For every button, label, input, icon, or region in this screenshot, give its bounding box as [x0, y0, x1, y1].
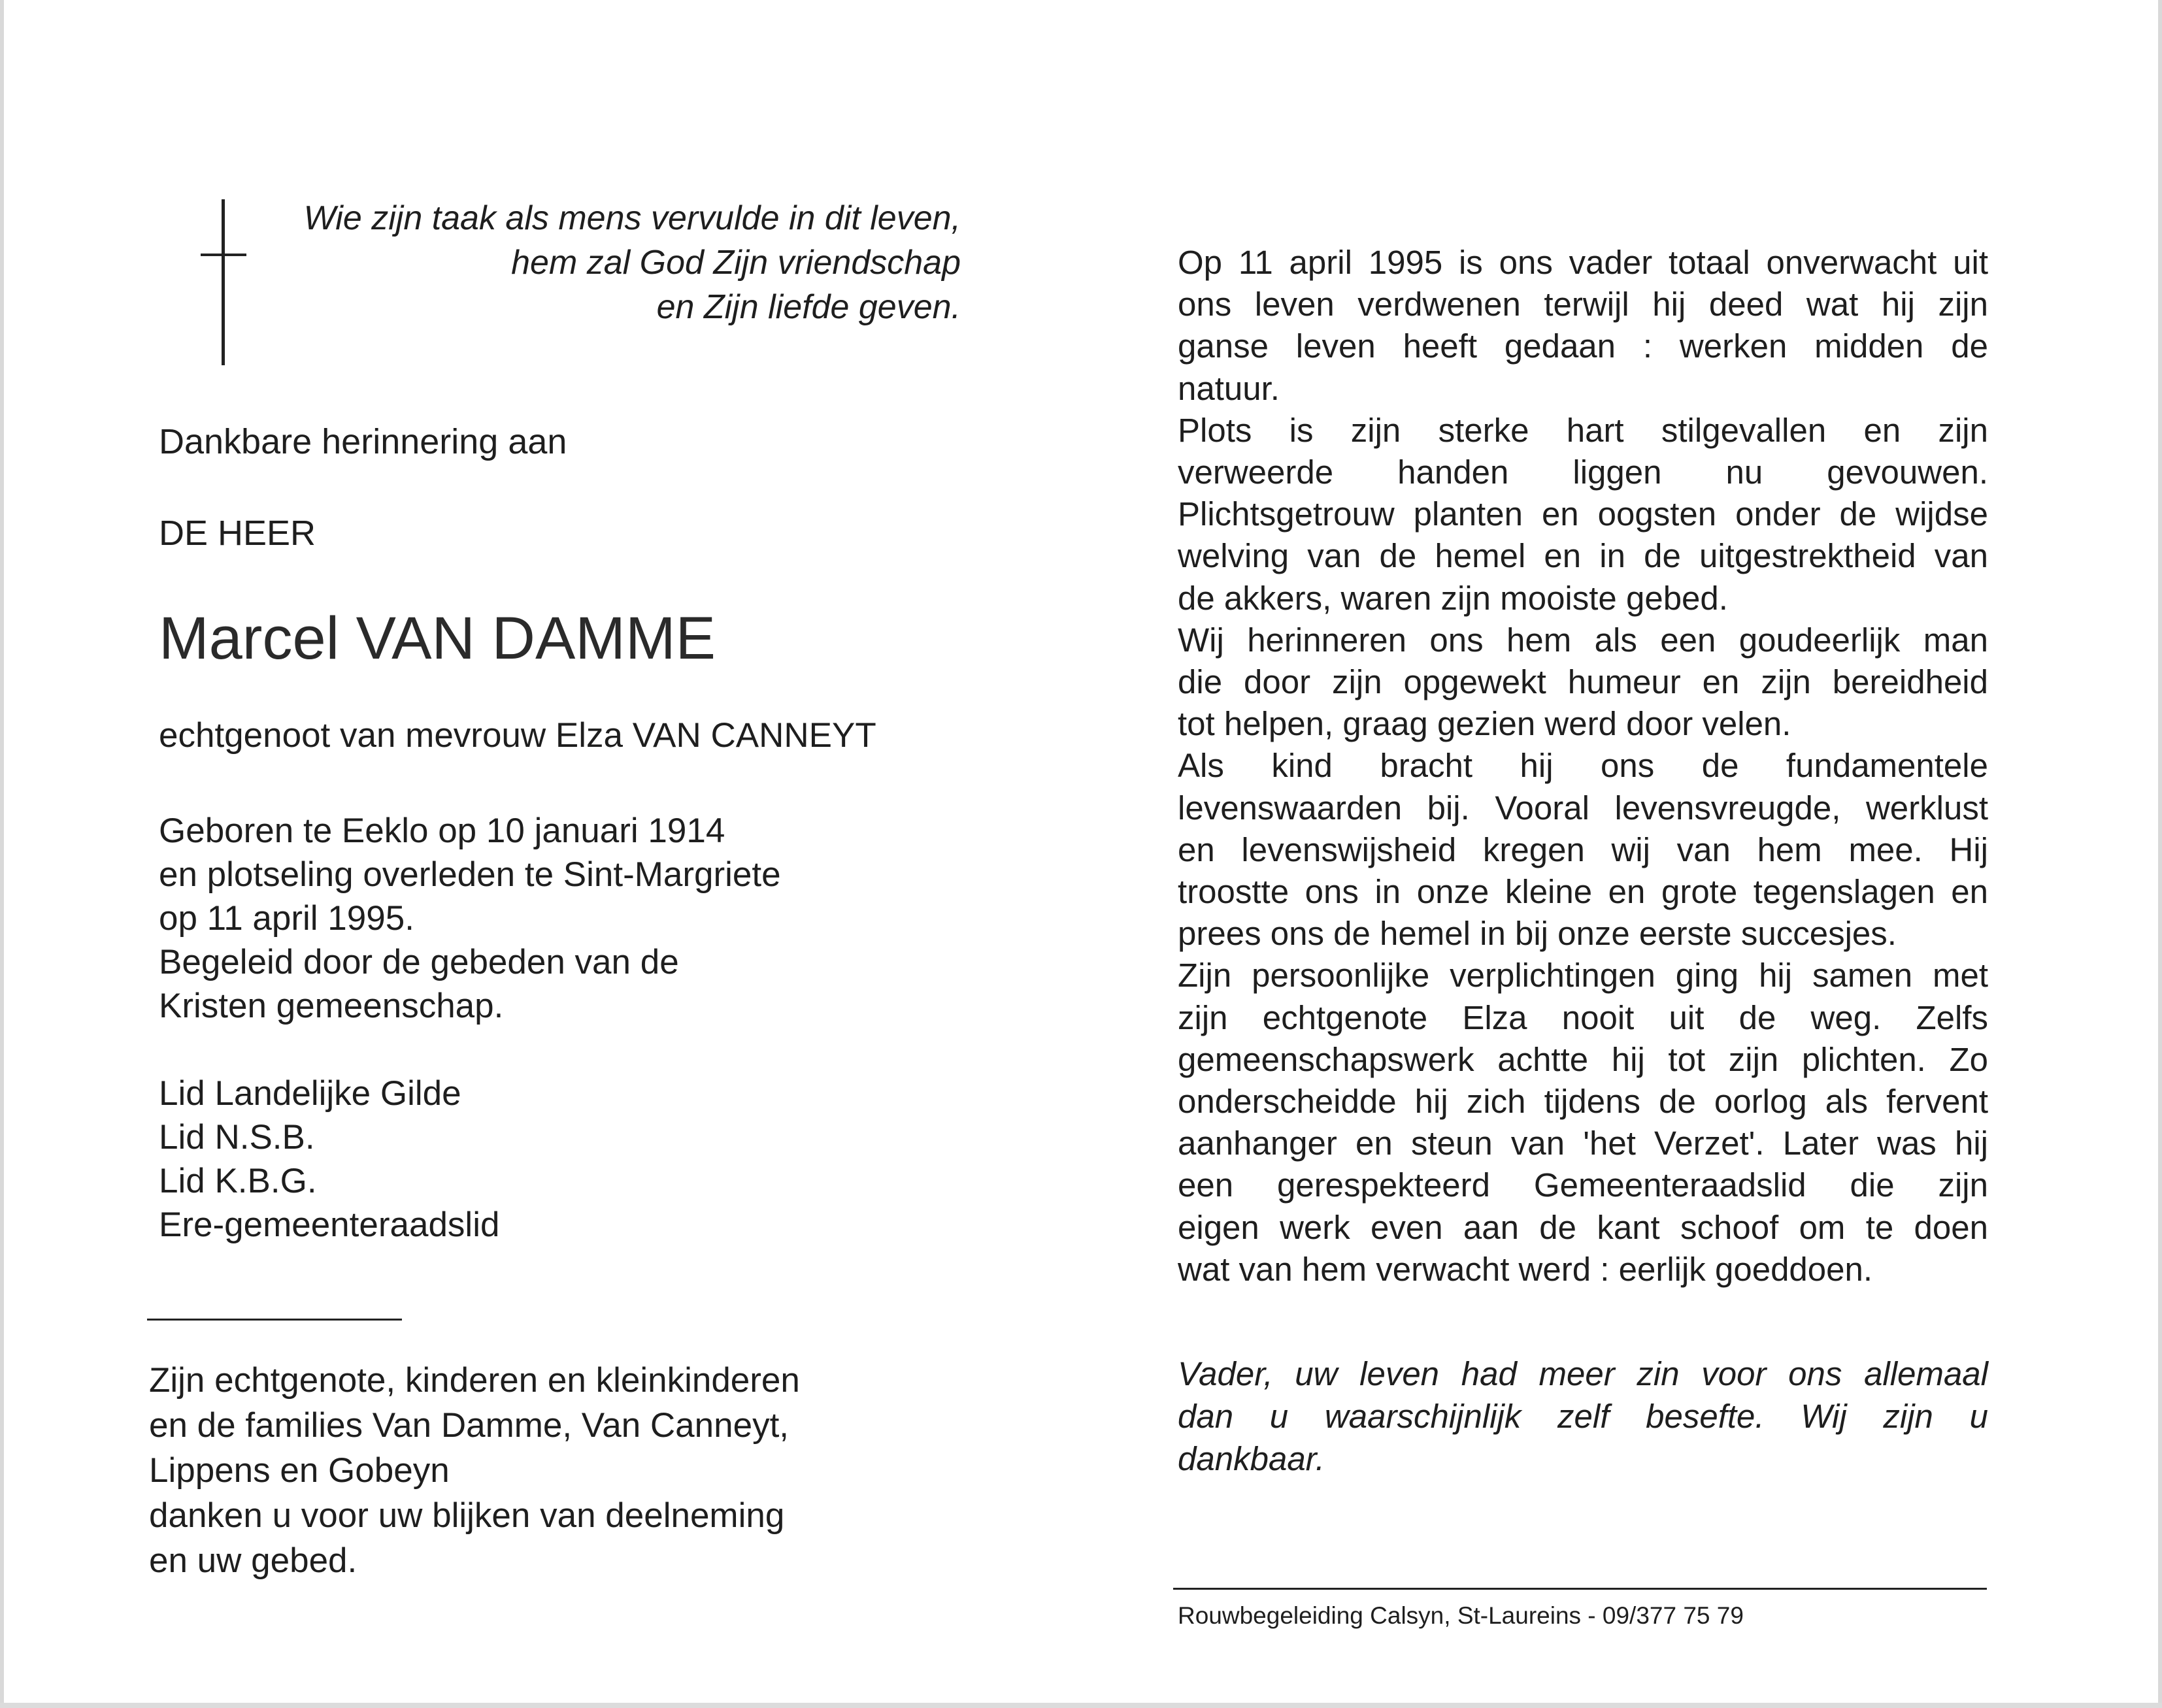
- closing-line: dan u waarschijnlijk zelf besefte. Wij zijn u: [1178, 1398, 1988, 1435]
- story-line: Op 11 april 1995 is ons vader totaal onverwacht uit: [1178, 244, 1988, 281]
- thanks-line: en de families Van Damme, Van Canneyt,: [149, 1406, 790, 1445]
- thanks-line: Lippens en Gobeyn: [149, 1451, 450, 1490]
- story-line: Plots is zijn sterke hart stilgevallen en zijn: [1178, 411, 1988, 449]
- story-line: troostte ons in onze kleine en grote tegenslagen en: [1178, 873, 1988, 911]
- life-line: en plotseling overleden te Sint-Margriete: [159, 855, 781, 894]
- intro-text: Dankbare herinnering aan: [159, 422, 567, 461]
- membership-list: [159, 1072, 499, 1247]
- story-line: een gerespekteerd Gemeenteraadslid die zijn: [1178, 1166, 1988, 1204]
- story-line: natuur.: [1178, 369, 1280, 407]
- membership-item: Lid Landelijke Gilde: [159, 1074, 461, 1113]
- card-edge-right: [2158, 0, 2162, 1708]
- story-line: ons leven verdwenen terwijl hij deed wat hij zijn: [1178, 286, 1988, 323]
- card-edge-left: [0, 0, 4, 1708]
- story-line: en levenswijsheid kregen wij van hem mee. Hij: [1178, 830, 1988, 868]
- story-line: gemeenschapswerk achtte hij tot zijn plichten. Zo: [1178, 1040, 1988, 1078]
- story-line: ganse leven heeft gedaan : werken midden de: [1178, 327, 1988, 365]
- motto-verse: [248, 196, 961, 329]
- memorial-story: [1178, 242, 1988, 1290]
- life-details: [159, 809, 781, 1028]
- closing-line: Vader, uw leven had meer zin voor ons allemaal: [1178, 1355, 1988, 1392]
- life-line: Geboren te Eeklo op 10 januari 1914: [159, 812, 725, 850]
- motto-line: en Zijn liefde geven.: [656, 288, 961, 326]
- card-edge-bottom: [0, 1703, 2162, 1708]
- cross-horizontal-bar: [201, 254, 246, 256]
- story-line: die door zijn opgewekt humeur en zijn bereidheid: [1178, 663, 1988, 701]
- right-divider: [1173, 1588, 1987, 1590]
- story-line: Wij herinneren ons hem als een goudeerlijk man: [1178, 621, 1988, 659]
- left-divider: [147, 1319, 402, 1321]
- motto-line: hem zal God Zijn vriendschap: [511, 244, 961, 282]
- story-line: verweerde handen liggen nu gevouwen.: [1178, 453, 1988, 491]
- life-line: op 11 april 1995.: [159, 899, 414, 938]
- deceased-name: Marcel VAN DAMME: [159, 605, 716, 672]
- story-line: aanhanger en steun van 'het Verzet'. Later was hij: [1178, 1125, 1988, 1162]
- honorific-title: DE HEER: [159, 514, 316, 553]
- family-thanks: [149, 1358, 800, 1583]
- motto-line: Wie zijn taak als mens vervulde in dit leven,: [303, 199, 961, 237]
- story-line: onderscheidde hij zich tijdens de oorlog als fervent: [1178, 1083, 1988, 1121]
- thanks-line: danken u voor uw blijken van deelneming: [149, 1496, 785, 1535]
- story-line: de akkers, waren zijn mooiste gebed.: [1178, 579, 1728, 617]
- thanks-line: en uw gebed.: [149, 1541, 358, 1580]
- story-line: Als kind bracht hij ons de fundamentele: [1178, 747, 1988, 785]
- life-line: Begeleid door de gebeden van de: [159, 943, 679, 981]
- funeral-home-footer: Rouwbegeleiding Calsyn, St-Laureins - 09/377 75 79: [1178, 1602, 1744, 1629]
- story-line: tot helpen, graag gezien werd door velen.: [1178, 705, 1791, 743]
- story-line: zijn echtgenote Elza nooit uit de weg. Zelfs: [1178, 998, 1988, 1036]
- story-line: welving van de hemel en in de uitgestrektheid van: [1178, 537, 1988, 575]
- story-line: eigen werk even aan de kant schoof om te doen: [1178, 1208, 1988, 1246]
- story-line: prees ons de hemel in bij onze eerste succesjes.: [1178, 915, 1897, 953]
- closing-quote: [1178, 1353, 1988, 1480]
- cross-vertical-bar: [222, 199, 225, 365]
- thanks-line: Zijn echtgenote, kinderen en kleinkinderen: [149, 1361, 800, 1400]
- story-line: Zijn persoonlijke verplichtingen ging hij samen met: [1178, 957, 1988, 994]
- membership-item: Lid N.S.B.: [159, 1118, 315, 1157]
- story-line: Plichtsgetrouw planten en oogsten onder de wijdse: [1178, 495, 1988, 533]
- membership-item: Ere-gemeenteraadslid: [159, 1206, 500, 1244]
- story-line: wat van hem verwacht werd : eerlijk goeddoen.: [1178, 1250, 1873, 1288]
- membership-item: Lid K.B.G.: [159, 1162, 317, 1200]
- life-line: Kristen gemeenschap.: [159, 987, 504, 1025]
- closing-line: dankbaar.: [1178, 1440, 1325, 1477]
- story-line: levenswaarden bij. Vooral levensvreugde, werklust: [1178, 789, 1988, 827]
- spouse-line: echtgenoot van mevrouw Elza VAN CANNEYT: [159, 716, 876, 755]
